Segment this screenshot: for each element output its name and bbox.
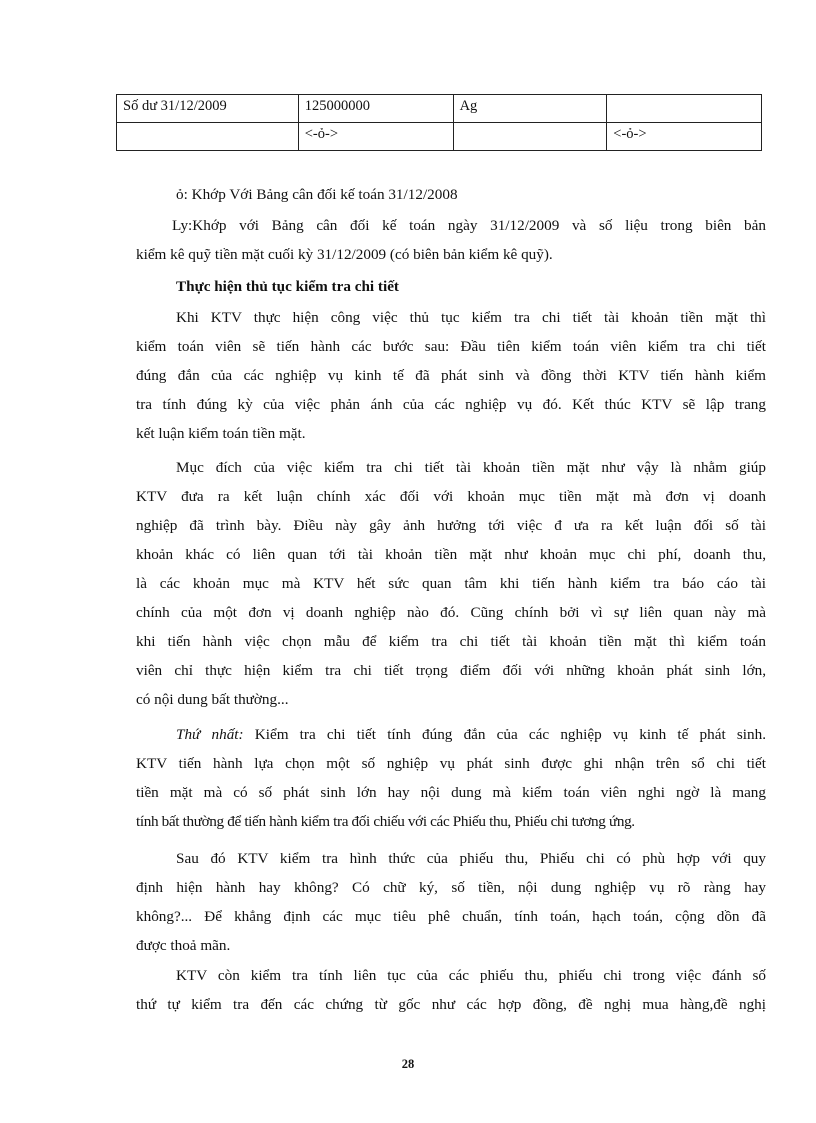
text-line: thứ tự kiểm tra đến các chứng từ gốc như các hợp đồng, đề nghị mua hàng,đề nghị <box>136 996 766 1013</box>
text-fragment: Kiểm tra chi tiết tính đúng đắn của các nghiệp vụ kinh tế phát sinh. <box>243 726 766 743</box>
table-cell: 125000000 <box>298 95 453 123</box>
paragraph-1 <box>136 303 766 448</box>
section-heading: Thực hiện thủ tục kiểm tra chi tiết <box>176 278 399 295</box>
paragraph-5 <box>136 961 766 1019</box>
text-line: kiểm toán viên sẽ tiến hành các bước sau: Đầu tiên kiểm toán viên kiểm tra chi tiết <box>136 338 766 355</box>
text-line <box>136 720 766 749</box>
text-line: khoản khác có liên quan tới tài khoản tiền mặt như khoản mục chi phí, doanh thu, <box>136 546 766 563</box>
text-line: KTV còn kiểm tra tính liên tục của các phiếu thu, phiếu chi trong việc đánh số <box>176 967 766 984</box>
table-cell <box>453 123 607 151</box>
table-cell: Ag <box>453 95 607 123</box>
text-line: được thoả mãn. <box>136 937 231 954</box>
table-row <box>117 95 762 123</box>
text-line: KTV tiến hành lựa chọn một số nghiệp vụ phát sinh được ghi nhận trên sổ chi tiết <box>136 755 766 772</box>
emphasis-lead: Thứ nhất: <box>176 726 244 743</box>
text-line: ỏ: Khớp Với Bảng cân đối kế toán 31/12/2008 <box>176 186 458 203</box>
text-line: Mục đích của việc kiểm tra chi tiết tài khoản tiền mặt như vậy là nhằm giúp <box>176 459 766 476</box>
text-line: là các khoản mục mà KTV hết sức quan tâm khi tiến hành kiểm tra báo cáo tài <box>136 575 766 592</box>
table-cell <box>117 123 299 151</box>
cash-balance-table <box>116 94 762 151</box>
text-line: viên chỉ thực hiện kiểm tra chi tiết trọng điểm đối với những khoản phát sinh lớn, <box>136 662 766 679</box>
text-line: tiền mặt mà có số phát sinh lớn hay nội dung mà kiểm toán viên nghi ngờ là mang <box>136 784 766 801</box>
text-line: Sau đó KTV kiểm tra hình thức của phiếu thu, Phiếu chi có phù hợp với quy <box>176 850 766 867</box>
table-cell: <-ỏ-> <box>298 123 453 151</box>
text-line: tính bất thường để tiến hành kiểm tra đối chiếu với các Phiếu thu, Phiếu chi tương ứng. <box>136 813 635 830</box>
text-line: đúng đắn của các nghiệp vụ kinh tế đã phát sinh và đồng thời KTV tiến hành kiểm <box>136 367 766 384</box>
note-match-2009 <box>136 211 766 269</box>
text-line: tra tính đúng kỳ của việc phản ánh của các nghiệp vụ đó. Kết thúc KTV sẽ lập trang <box>136 396 766 413</box>
table-row <box>117 123 762 151</box>
paragraph-4 <box>136 844 766 960</box>
page-number: 28 <box>401 1057 415 1071</box>
text-line: khi tiến hành việc chọn mẫu để kiểm tra chi tiết tài khoản tiền mặt thì kiểm toán <box>136 633 766 650</box>
text-line: Khi KTV thực hiện công việc thủ tục kiểm tra chi tiết tài khoản tiền mặt thì <box>176 309 766 326</box>
table-cell <box>607 95 762 123</box>
text-line: kiểm kê quỹ tiền mặt cuối kỳ 31/12/2009 (có biên bản kiểm kê quỹ). <box>136 246 553 263</box>
text-line: kết luận kiểm toán tiền mặt. <box>136 425 306 442</box>
text-line: nghiệp đã trình bày. Điều này gây ảnh hưởng tới việc đ ưa ra kết luận đối số tài <box>136 517 766 534</box>
table-cell: Số dư 31/12/2009 <box>117 95 299 123</box>
text-line: KTV đưa ra kết luận chính xác đối với khoản mục tiền mặt mà đơn vị doanh <box>136 488 766 505</box>
text-line: chính của một đơn vị doanh nghiệp nào đó. Cũng chính bởi vì sự liên quan này mà <box>136 604 766 621</box>
paragraph-2 <box>136 453 766 714</box>
text-line: Ly:Khớp với Bảng cân đối kế toán ngày 31/12/2009 và số liệu trong biên bản <box>172 217 766 234</box>
text-line: có nội dung bất thường... <box>136 691 289 708</box>
text-line: không?... Để khẳng định các mục tiêu phê chuẩn, tính toán, hạch toán, cộng dồn đã <box>136 908 766 925</box>
text-line: định hiện hành hay không? Có chữ ký, số tiền, nội dung nghiệp vụ rõ ràng hay <box>136 879 766 896</box>
paragraph-3 <box>136 720 766 836</box>
note-match-2008 <box>176 180 766 209</box>
table-cell: <-ỏ-> <box>607 123 762 151</box>
